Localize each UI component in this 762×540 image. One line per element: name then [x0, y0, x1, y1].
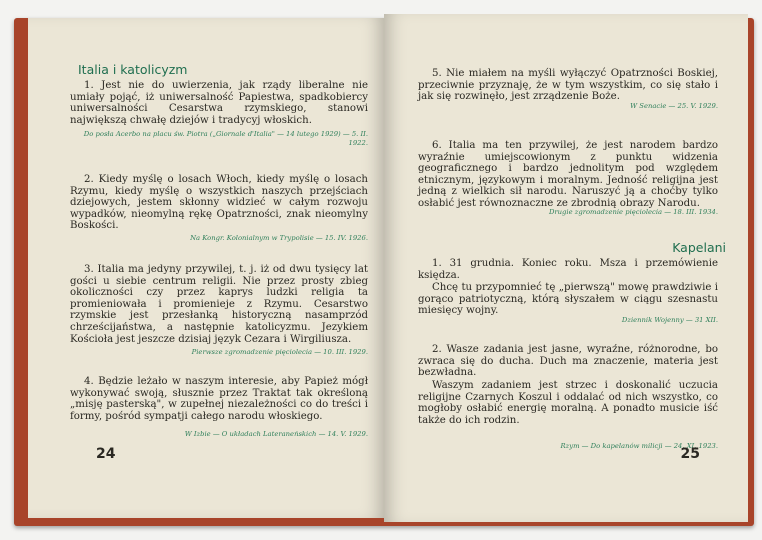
source-6: Drugie zgromadzenie pięciolecia — 18. III. 1934. [548, 208, 718, 216]
paragraph-4: 4. Będzie leżało w naszym interesie, aby Papież mógł wykonywać swoją, słusznie przez Traktat tak określoną „misję pasterską", w zupełnej niezależności co do treści i formy, pośród sympatji całego narodu włoskiego. [70, 376, 368, 422]
source-3: Pierwsze zgromadzenie pięciolecia — 10. III. 1929. [191, 348, 368, 356]
section-heading-italia: Italia i katolicyzm [78, 62, 188, 77]
paragraph-3: 3. Italia ma jedyny przywilej, t. j. iż od dwu tysięcy lat gości u siebie centrum religii. Nie przez prosty zbieg okoliczności czy przez kaprys ludzki religia ta promieniowała i promienieje z Rzymu. Cesarstwo rzymskie jest przesłanką historyczną nasamprzód chrześcijaństwa, a następnie katolicyzmu. Jezykiem Kościoła jest jeszcze dzisiaj język Cezara i Wirgiliusza. [70, 264, 368, 345]
kapelani-1-line-1: 1. 31 grudnia. Koniec roku. Msza i przemówienie księdza. [418, 258, 718, 281]
page-number-left: 24 [96, 446, 116, 462]
paragraph-5: 5. Nie miałem na myśli wyłączyć Opatrzności Boskiej, przeciwnie przyznaję, że w tym wszystkim, co się stało i jak się rozwinęło, jest zrządzenie Boże. [418, 68, 718, 103]
source-k1: Dziennik Wojenny — 31 XII. [621, 316, 718, 324]
left-page [28, 18, 385, 518]
section-heading-kapelani: Kapelani [672, 240, 726, 255]
kapelani-1-line-2: Chcę tu przypomnieć tę „pierwszą" mowę prawdziwie i gorąco patriotyczną, którą słyszałem w ciągu szesnastu miesięcy wojny. [418, 282, 718, 317]
kapelani-2-line-2: Waszym zadaniem jest strzec i doskonalić uczucia religijne Czarnych Koszul i oddalać od nich wszystko, co mogłoby osłabić energię moralną. A ponadto musicie iść także do ich rodzin. [418, 380, 718, 426]
source-1: Do posła Acerbo na placu św. Piotra („Giornale d'Italia" — 14 lutego 1929) — 5. II. 1922. [83, 130, 368, 147]
kapelani-2-line-1: 2. Wasze zadania jest jasne, wyraźne, różnorodne, bo zwraca się do ducha. Duch ma znaczenie, materia jest bezwładna. [418, 344, 718, 379]
paragraph-1: 1. Jest nie do uwierzenia, jak rządy liberalne nie umiały pojąć, iż uniwersalność Papiestwa, spadkobiercy uniwersalności Cesarstwa rzymskiego, stanowi największą chwałę dziejów i tradycyj włoskich. [70, 80, 368, 126]
source-2: Na Kongr. Kolonialnym w Trypolisie — 15. IV. 1926. [190, 234, 368, 242]
source-4: W Izbie — O układach Lateraneńskich — 14. V. 1929. [184, 430, 368, 438]
paragraph-2: 2. Kiedy myślę o losach Włoch, kiedy myślę o losach Rzymu, kiedy myślę o wszystkich naszych przejściach dziejowych, jestem skłonny widzieć w całym rozwoju wypadków, nieomylną rękę Opatrzności, znak nieomylny Boskości. [70, 174, 368, 232]
page-number-right: 25 [680, 446, 700, 462]
right-page [384, 14, 748, 522]
paragraph-6: 6. Italia ma ten przywilej, że jest narodem bardzo wyraźnie umiejscowionym z punktu widzenia geograficznego i bardzo jednolitym pod względem etnicznym, językowym i moralnym. Jedność religijna jest jedną z wielkich sił narodu. Naruszyć ją a choćby tylko osłabić jest równoznaczne ze zbrodnią obrazy Narodu. [418, 140, 718, 209]
source-k2: Rzym — Do kapelanów milicji — 24. XI. 1923. [560, 442, 718, 450]
source-5: W Senacie — 25. V. 1929. [630, 102, 718, 110]
